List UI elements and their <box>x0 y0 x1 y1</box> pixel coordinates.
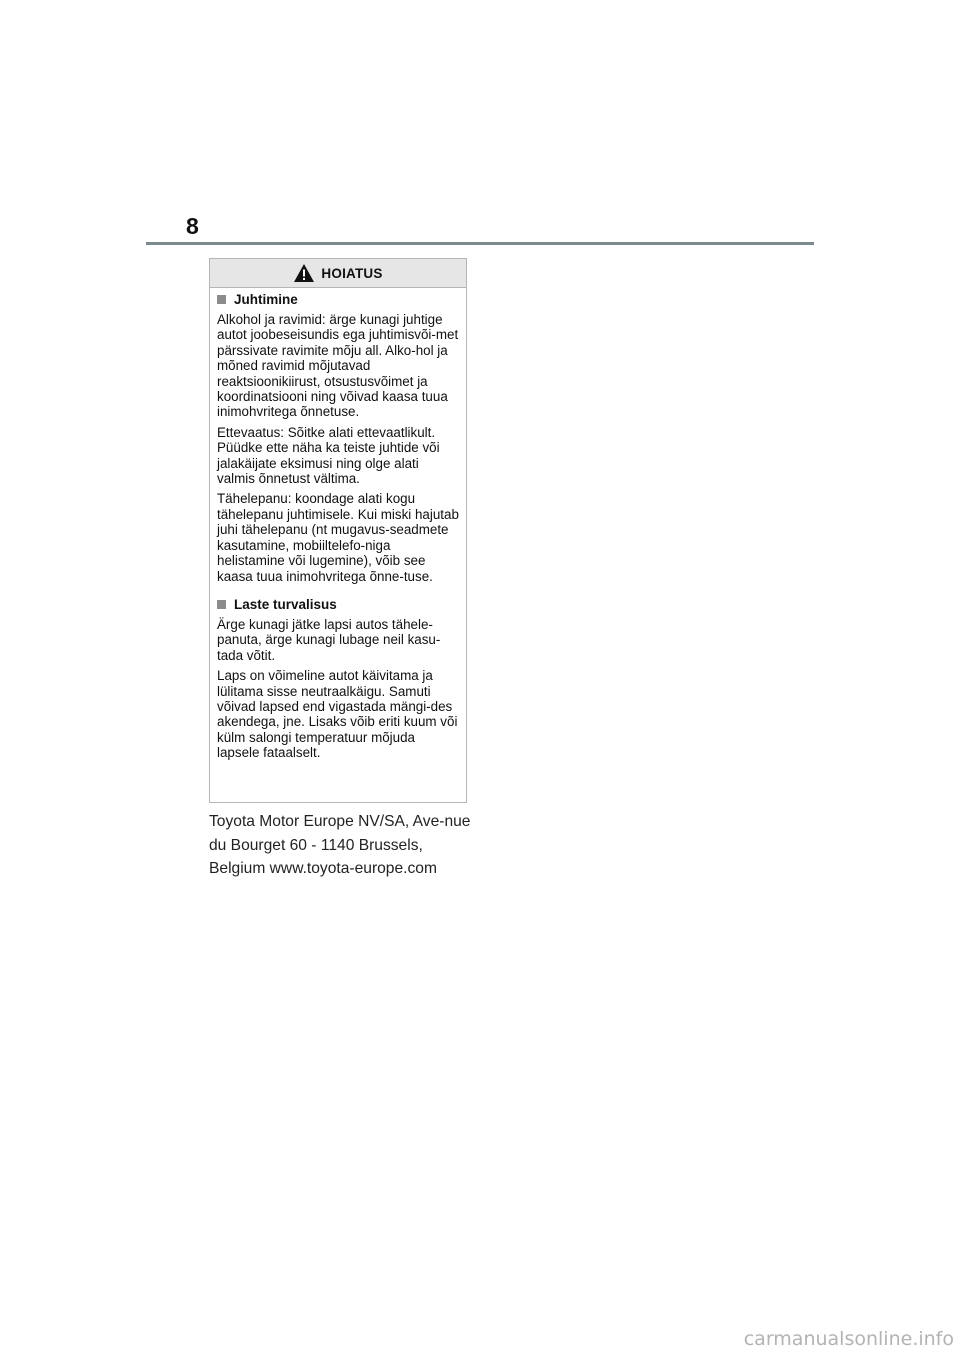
warning-body <box>210 288 466 761</box>
warning-title: HOIATUS <box>321 265 383 281</box>
paragraph-alcohol: Alkohol ja ravimid: ärge kunagi juhtige autot joobeseisundis ega juhtimisvõi-met pärssivate ravimite mõju all. Alko-hol ja mõned ravimid mõjutavad reaktsioonikiirust, otsustusvõimet ja koordinatsiooni ning võivad kaasa tuua inimohvritega õnnetuse. <box>217 312 459 420</box>
square-bullet-icon <box>217 600 226 609</box>
section-heading-text: Juhtimine <box>234 292 298 307</box>
publisher-address: Toyota Motor Europe NV/SA, Ave-nue du Bourget 60 - 1140 Brussels, Belgium www.toyota-europe.com <box>209 813 471 877</box>
square-bullet-icon <box>217 295 226 304</box>
paragraph-caution: Ettevaatus: Sõitke alati ettevaatlikult. Püüdke ette näha ka teiste juhtide või jalakäijate eksimusi ning olge alati valmis õnnetust vältima. <box>217 424 440 487</box>
section-heading-child-safety <box>217 597 459 612</box>
paragraph-attention: Tähelepanu: koondage alati kogu tähelepanu juhtimisele. Kui miski hajutab juhi tähelepanu (nt mugavus-seadmete kasutamine, mobiiltelefo-niga helistamine või lugemine), võib see kaasa tuua inimohvritega õnne-tuse. <box>217 491 459 584</box>
paragraph-children-unattended: Ärge kunagi jätke lapsi autos tähele-panuta, ärge kunagi lubage neil kasu-tada võtit. <box>217 616 441 663</box>
paragraph-children-dangers: Laps on võimeline autot käivitama ja lülitama sisse neutraalkäigu. Samuti võivad lapsed end vigastada mängi-des akendega, jne. Lisaks võib eriti kuum või külm salongi temperatuur mõjuda lapsele fataalselt. <box>217 668 458 761</box>
section-spacer <box>217 589 459 597</box>
warning-header <box>210 259 466 288</box>
section-heading-text: Laste turvalisus <box>234 596 337 612</box>
watermark: carmanualsonline.info <box>743 1328 954 1350</box>
header-rule <box>146 242 814 245</box>
page-number: 8 <box>186 213 199 239</box>
warning-triangle-icon <box>293 263 315 283</box>
warning-box <box>209 258 467 803</box>
section-heading-driving <box>217 292 459 307</box>
